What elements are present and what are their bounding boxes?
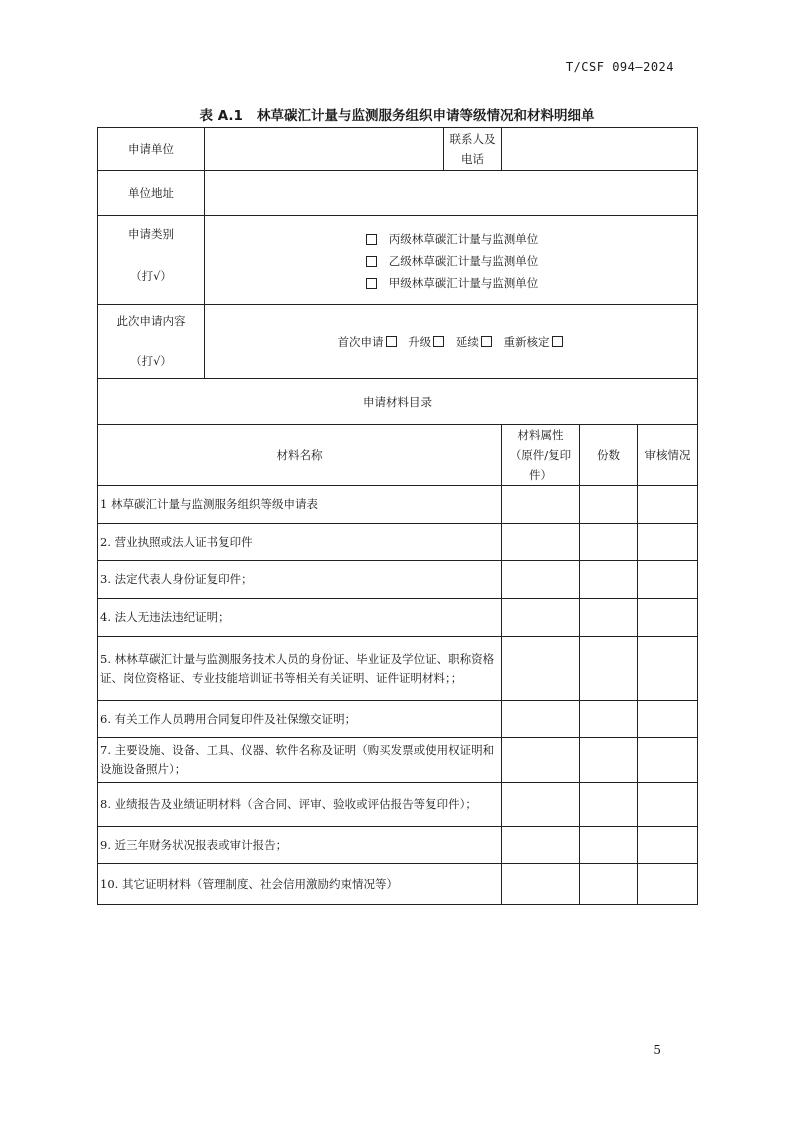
category-row — [98, 216, 698, 305]
property-header-line2: （原件/复印件） — [509, 448, 572, 482]
column-header-material-property — [502, 425, 580, 486]
table-row — [98, 524, 698, 561]
material-copies-cell[interactable] — [580, 827, 638, 864]
category-option-a[interactable] — [364, 275, 539, 291]
content-hint: （打√） — [130, 354, 172, 368]
column-header-copies: 份数 — [580, 425, 638, 486]
material-copies-cell[interactable] — [580, 637, 638, 701]
checkbox-icon[interactable] — [366, 278, 377, 289]
checkbox-icon[interactable] — [386, 336, 397, 347]
address-field[interactable] — [205, 171, 698, 216]
table-row — [98, 827, 698, 864]
category-label: 申请类别 — [128, 227, 174, 241]
content-options — [205, 305, 698, 379]
material-copies-cell[interactable] — [580, 738, 638, 783]
material-property-cell[interactable] — [502, 827, 580, 864]
material-name-cell: 8. 业绩报告及业绩证明材料（含合同、评审、验收或评估报告等复印件）； — [98, 783, 502, 827]
category-option-label: 甲级林草碳汇计量与监测单位 — [388, 276, 539, 290]
material-copies-cell[interactable] — [580, 561, 638, 599]
category-label-cell — [98, 216, 205, 305]
content-option-upgrade[interactable] — [408, 335, 446, 349]
material-name-cell: 4. 法人无违法违纪证明； — [98, 599, 502, 637]
material-property-cell[interactable] — [502, 524, 580, 561]
checkbox-icon[interactable] — [366, 256, 377, 267]
table-row — [98, 783, 698, 827]
material-review-cell[interactable] — [638, 599, 698, 637]
table-row — [98, 486, 698, 524]
category-option-c[interactable] — [364, 231, 539, 247]
material-name-cell: 1 林草碳汇计量与监测服务组织等级申请表 — [98, 486, 502, 524]
material-name-cell: 6. 有关工作人员聘用合同复印件及社保缴交证明； — [98, 701, 502, 738]
property-header-line1: 材料属性 — [517, 428, 564, 442]
category-option-label: 丙级林草碳汇计量与监测单位 — [388, 232, 539, 246]
material-review-cell[interactable] — [638, 701, 698, 738]
column-header-review: 审核情况 — [638, 425, 698, 486]
content-option-reverify[interactable] — [504, 335, 565, 349]
applicant-row — [98, 128, 698, 171]
material-copies-cell[interactable] — [580, 486, 638, 524]
table-caption — [0, 104, 794, 124]
material-property-cell[interactable] — [502, 864, 580, 905]
column-header-material-name: 材料名称 — [98, 425, 502, 486]
checkbox-icon[interactable] — [552, 336, 563, 347]
content-row — [98, 305, 698, 379]
table-row — [98, 738, 698, 783]
material-review-cell[interactable] — [638, 486, 698, 524]
checkbox-icon[interactable] — [433, 336, 444, 347]
material-property-cell[interactable] — [502, 637, 580, 701]
application-form-table — [97, 127, 698, 905]
material-name-cell: 3. 法定代表人身份证复印件； — [98, 561, 502, 599]
content-option-renew[interactable] — [456, 335, 494, 349]
material-name-cell: 2. 营业执照或法人证书复印件 — [98, 524, 502, 561]
table-row — [98, 599, 698, 637]
material-review-cell[interactable] — [638, 738, 698, 783]
material-property-cell[interactable] — [502, 701, 580, 738]
applicant-label: 申请单位 — [98, 128, 205, 171]
checkbox-icon[interactable] — [481, 336, 492, 347]
content-option-label: 延续 — [455, 334, 479, 349]
document-standard-number: T/CSF 094—2024 — [565, 60, 674, 74]
page-number: 5 — [653, 1043, 661, 1057]
material-copies-cell[interactable] — [580, 701, 638, 738]
material-name-cell: 10. 其它证明材料（管理制度、社会信用激励约束情况等） — [98, 864, 502, 905]
materials-section-title: 申请材料目录 — [98, 379, 698, 425]
contact-field[interactable] — [502, 128, 698, 171]
material-review-cell[interactable] — [638, 827, 698, 864]
material-copies-cell[interactable] — [580, 783, 638, 827]
material-copies-cell[interactable] — [580, 524, 638, 561]
material-name-cell: 9. 近三年财务状况报表或审计报告； — [98, 827, 502, 864]
table-row — [98, 637, 698, 701]
content-option-label: 升级 — [408, 334, 432, 349]
material-review-cell[interactable] — [638, 864, 698, 905]
material-name-cell: 5. 林林草碳汇计量与监测服务技术人员的身份证、毕业证及学位证、职称资格证、岗位资格证、专业技能培训证书等相关有关证明、证件证明材料；； — [98, 637, 502, 701]
material-review-cell[interactable] — [638, 561, 698, 599]
content-option-label: 首次申请 — [337, 334, 384, 349]
materials-section-row — [98, 379, 698, 425]
material-copies-cell[interactable] — [580, 864, 638, 905]
content-option-label: 重新核定 — [503, 334, 550, 349]
content-label-cell — [98, 305, 205, 379]
material-review-cell[interactable] — [638, 524, 698, 561]
material-review-cell[interactable] — [638, 783, 698, 827]
materials-header-row — [98, 425, 698, 486]
category-options — [205, 216, 698, 305]
material-property-cell[interactable] — [502, 561, 580, 599]
material-property-cell[interactable] — [502, 486, 580, 524]
material-copies-cell[interactable] — [580, 599, 638, 637]
table-row — [98, 864, 698, 905]
applicant-field[interactable] — [205, 128, 444, 171]
category-hint: （打√） — [130, 269, 172, 283]
address-label: 单位地址 — [98, 171, 205, 216]
category-option-b[interactable] — [364, 253, 539, 269]
content-option-first[interactable] — [338, 335, 399, 349]
table-number: 表 A.1 — [199, 108, 243, 124]
contact-label-line2: 电话 — [461, 152, 484, 166]
material-property-cell[interactable] — [502, 738, 580, 783]
category-option-label: 乙级林草碳汇计量与监测单位 — [388, 254, 539, 268]
material-review-cell[interactable] — [638, 637, 698, 701]
address-row — [98, 171, 698, 216]
table-row — [98, 561, 698, 599]
material-property-cell[interactable] — [502, 783, 580, 827]
table-row — [98, 701, 698, 738]
checkbox-icon[interactable] — [366, 234, 377, 245]
table-title: 林草碳汇计量与监测服务组织申请等级情况和材料明细单 — [256, 108, 595, 124]
material-property-cell[interactable] — [502, 599, 580, 637]
contact-label — [444, 128, 502, 171]
material-name-cell: 7. 主要设施、设备、工具、仪器、软件名称及证明（购买发票或使用权证明和设施设备照片）； — [98, 738, 502, 783]
contact-label-line1: 联系人及 — [449, 132, 496, 146]
content-label: 此次申请内容 — [116, 314, 186, 328]
